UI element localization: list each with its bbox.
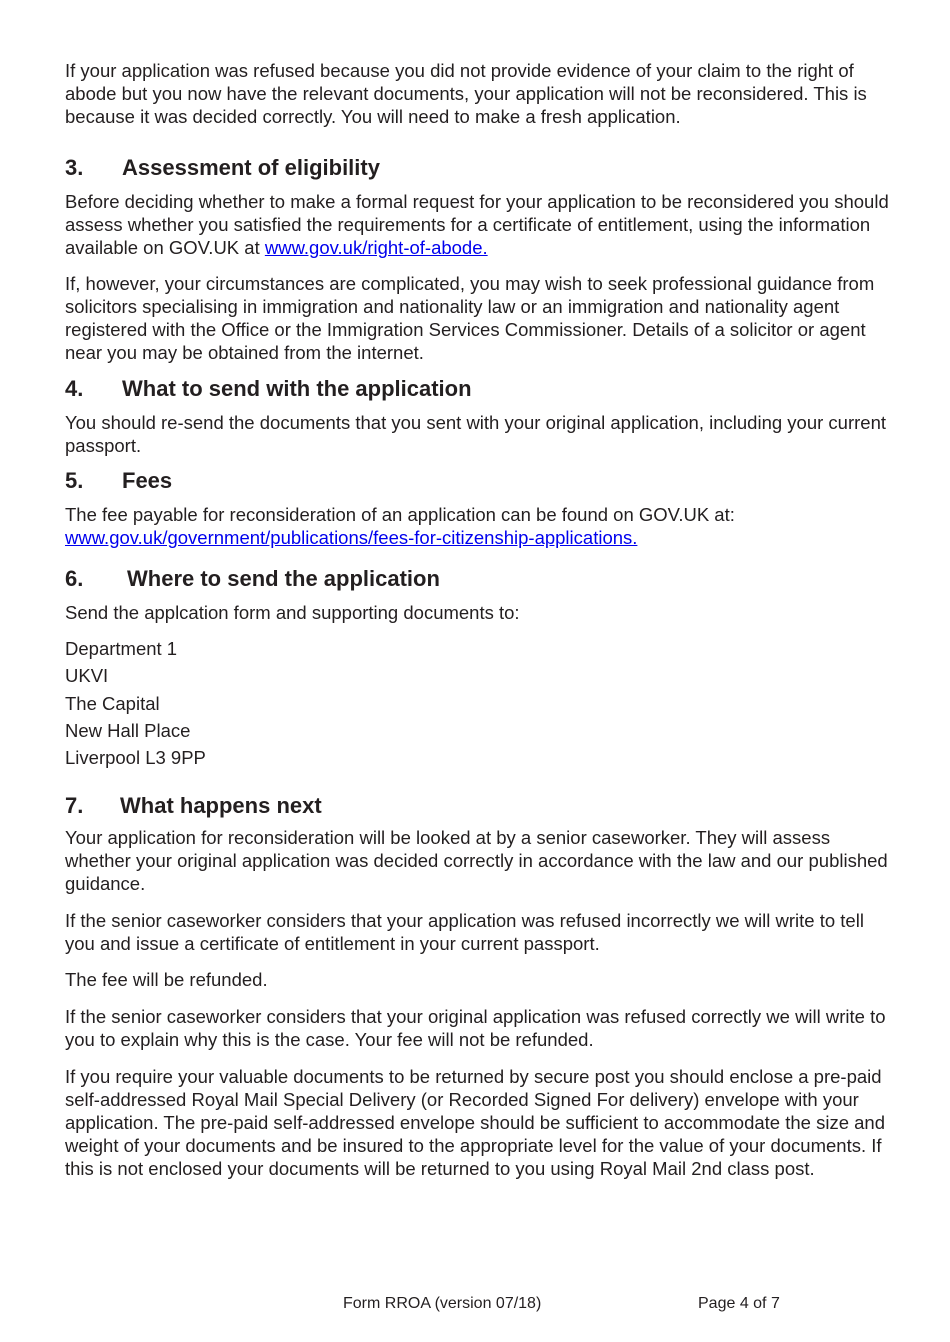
address-line: Department 1 <box>65 638 178 659</box>
section-title: What to send with the application <box>122 376 472 401</box>
section-title: What happens next <box>120 793 322 818</box>
section-5-heading <box>65 468 172 494</box>
section-title: Where to send the application <box>127 566 440 591</box>
s7-paragraph-5: If you require your valuable documents to be returned by secure post you should enclose a pre-paid self-addressed Royal Mail Special Delivery (or Recorded Signed For delivery) envelope with your application. The pre-paid self-addressed envelope should be sufficient to accommodate the size and weight of your documents and be insured to the appropriate level for the value of your documents. If this is not enclosed your documents will be returned to you using Royal Mail 2nd class post. <box>65 1066 885 1179</box>
right-of-abode-link[interactable]: www.gov.uk/right-of-abode. <box>264 237 488 258</box>
s3-paragraph-2: If, however, your circumstances are complicated, you may wish to seek professional guidance from solicitors specialising in immigration and nationality law or an immigration and nationality agent registered with the Office or the Immigration Services Commissioner. Details of a solicitor or agent near you may be obtained from the internet. <box>65 273 875 363</box>
s4-paragraph-1: You should re-send the documents that you sent with your original application, including your current passport. <box>65 412 887 456</box>
page-number: Page 4 of 7 <box>698 1295 780 1312</box>
section-number: 6. <box>65 566 84 591</box>
s7-paragraph-1: Your application for reconsideration will be looked at by a senior caseworker. They will assess whether your original application was decided correctly in accordance with the law and our published guidance. <box>65 827 888 894</box>
s7-paragraph-4: If the senior caseworker considers that your original application was refused correctly we will write to you to explain why this is the case. Your fee will not be refunded. <box>65 1006 886 1050</box>
intro-paragraph: If your application was refused because you did not provide evidence of your claim to the right of abode but you now have the relevant documents, your application will not be reconsidered. This is because it was decided correctly. You will need to make a fresh application. <box>65 60 867 127</box>
address-line: The Capital <box>65 692 160 714</box>
section-6-heading <box>65 566 440 592</box>
s5-p1-text: The fee payable for reconsideration of an application can be found on GOV.UK at: <box>65 504 735 525</box>
s7-paragraph-3: The fee will be refunded. <box>65 969 268 990</box>
address-line: Liverpool L3 9PP <box>65 747 206 769</box>
section-number: 5. <box>65 468 84 493</box>
address-line: UKVI <box>65 665 109 687</box>
section-number: 4. <box>65 376 84 401</box>
s5-paragraph-1 <box>65 503 895 549</box>
address-line: New Hall Place <box>65 719 191 741</box>
section-title: Assessment of eligibility <box>122 155 380 180</box>
section-3-heading <box>65 155 380 181</box>
fees-link[interactable]: www.gov.uk/government/publications/fees-for-citizenship-applications. <box>65 527 638 548</box>
section-7-heading <box>65 793 322 819</box>
s7-paragraph-2: If the senior caseworker considers that your application was refused incorrectly we will write to tell you and issue a certificate of entitlement in your current passport. <box>65 910 864 954</box>
section-number: 7. <box>65 793 84 818</box>
postal-address <box>65 635 895 771</box>
form-version: Form RROA (version 07/18) <box>343 1295 542 1312</box>
section-number: 3. <box>65 155 84 180</box>
section-title: Fees <box>122 468 173 493</box>
s6-paragraph-1: Send the applcation form and supporting documents to: <box>65 602 520 623</box>
s3-p1-text: Before deciding whether to make a formal request for your application to be reconsidered you should assess whether you satisfied the requirements for a certificate of entitlement, using the information available on GOV.UK at <box>65 191 889 258</box>
s3-paragraph-1 <box>65 190 895 259</box>
section-4-heading <box>65 376 472 402</box>
